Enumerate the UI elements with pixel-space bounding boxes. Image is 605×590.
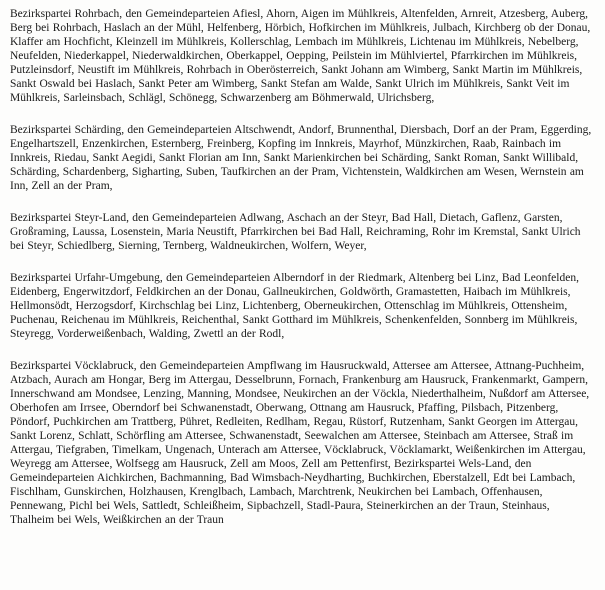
paragraph-bezirkspartei-schaerding: Bezirkspartei Schärding, den Gemeindeparteien Altschwendt, Andorf, Brunnenthal, Diersbach, Dorf an der Pram, Eggerding, Engelhartszell, Enzenkirchen, Esternberg, Freinberg, Kopfing im Innkreis, Mayrhof, Münzkirchen, Raab, Rainbach im Innkreis, Riedau, Sankt Aegidi, Sankt Florian am Inn, Sankt Marienkirchen bei Schärding, Sankt Roman, Sankt Willibald, Schärding, Schardenberg, Sigharting, Suben, Taufkirchen an der Pram, Vichtenstein, Waldkirchen am Wesen, Wernstein am Inn, Zell an der Pram, <box>10 124 592 192</box>
paragraph-bezirkspartei-rohrbach: Bezirkspartei Rohrbach, den Gemeindeparteien Afiesl, Ahorn, Aigen im Mühlkreis, Altenfelden, Arnreit, Atzesberg, Auberg, Berg bei Rohrbach, Haslach an der Mühl, Helfenberg, Hörbich, Hofkirchen im Mühlkreis, Julbach, Kirchberg ob der Donau, Klaffer am Hochficht, Kleinzell im Mühlkreis, Kollerschlag, Lembach im Mühlkreis, Lichtenau im Mühlkreis, Nebelberg, Neufelden, Niederkappel, Niederwaldkirchen, Oberkappel, Oepping, Peilstein im Mühlviertel, Pfarrkirchen im Mühlkreis, Putzleinsdorf, Neustift im Mühlkreis, Rohrbach in Oberösterreich, Sankt Johann am Wimberg, Sankt Martin im Mühlkreis, Sankt Oswald bei Haslach, Sankt Peter am Wimberg, Sankt Stefan am Walde, Sankt Ulrich im Mühlkreis, Sankt Veit im Mühlkreis, Sarleinsbach, Schlägl, Schönegg, Schwarzenberg am Böhmerwald, Ulrichsberg, <box>10 8 591 104</box>
paragraph-bezirkspartei-steyr-land: Bezirkspartei Steyr-Land, den Gemeindeparteien Adlwang, Aschach an der Steyr, Bad Hall, Dietach, Gaflenz, Garsten, Großraming, Laussa, Losenstein, Maria Neustift, Pfarrkirchen bei Bad Hall, Reichraming, Rohr im Kremstal, Sankt Ulrich bei Steyr, Schiedlberg, Sierning, Ternberg, Waldneukirchen, Wolfern, Weyer, <box>10 212 581 252</box>
paragraph-bezirkspartei-urfahr-umgebung: Bezirkspartei Urfahr-Umgebung, den Gemeindeparteien Alberndorf in der Riedmark, Altenberg bei Linz, Bad Leonfelden, Eidenberg, Engerwitzdorf, Feldkirchen an der Donau, Gallneukirchen, Goldwörth, Gramastetten, Haibach im Mühlkreis, Hellmonsödt, Herzogsdorf, Kirchschlag bei Linz, Lichtenberg, Oberneukirchen, Ottenschlag im Mühlkreis, Ottensheim, Puchenau, Reichenau im Mühlkreis, Reichenthal, Sankt Gotthard im Mühlkreis, Schenkenfelden, Sonnberg im Mühlkreis, Steyregg, Vorderweißenbach, Walding, Zwettl an der Rodl, <box>10 272 579 340</box>
paragraph-bezirkspartei-voecklabruck-wels-land: Bezirkspartei Vöcklabruck, den Gemeindeparteien Ampflwang im Hausruckwald, Attersee am Attersee, Attnang-Puchheim, Atzbach, Aurach am Hongar, Berg im Attergau, Desselbrunn, Fornach, Frankenburg am Hausruck, Frankenmarkt, Gampern, Innerschwand am Mondsee, Lenzing, Manning, Mondsee, Neukirchen an der Vöckla, Niederthalheim, Nußdorf am Attersee, Oberhofen am Irrsee, Oberndorf bei Schwanenstadt, Oberwang, Ottnang am Hausruck, Pfaffing, Pilsbach, Pitzenberg, Pöndorf, Puchkirchen am Trattberg, Pühret, Redleiten, Redlham, Regau, Rüstorf, Rutzenham, Sankt Georgen im Attergau, Sankt Lorenz, Schlatt, Schörfling am Attersee, Schwanenstadt, Seewalchen am Attersee, Steinbach am Attersee, Straß im Attergau, Tiefgraben, Timelkam, Ungenach, Unterach am Attersee, Vöcklabruck, Vöcklamarkt, Weißenkirchen im Attergau, Weyregg am Attersee, Wolfsegg am Hausruck, Zell am Moos, Zell am Pettenfirst, Bezirkspartei Wels-Land, den Gemeindeparteien Aichkirchen, Bachmanning, Bad Wimsbach-Neydharting, Buchkirchen, Eberstalzell, Edt bei Lambach, Fischlham, Gunskirchen, Holzhausen, Krenglbach, Lambach, Marchtrenk, Neukirchen bei Lambach, Offenhausen, Pennewang, Pichl bei Wels, Sattledt, Schleißheim, Sipbachzell, Stadl-Paura, Steinerkirchen an der Traun, Steinhaus, Thalheim bei Wels, Weißkirchen an der Traun <box>10 360 590 526</box>
document-body <box>10 7 592 527</box>
